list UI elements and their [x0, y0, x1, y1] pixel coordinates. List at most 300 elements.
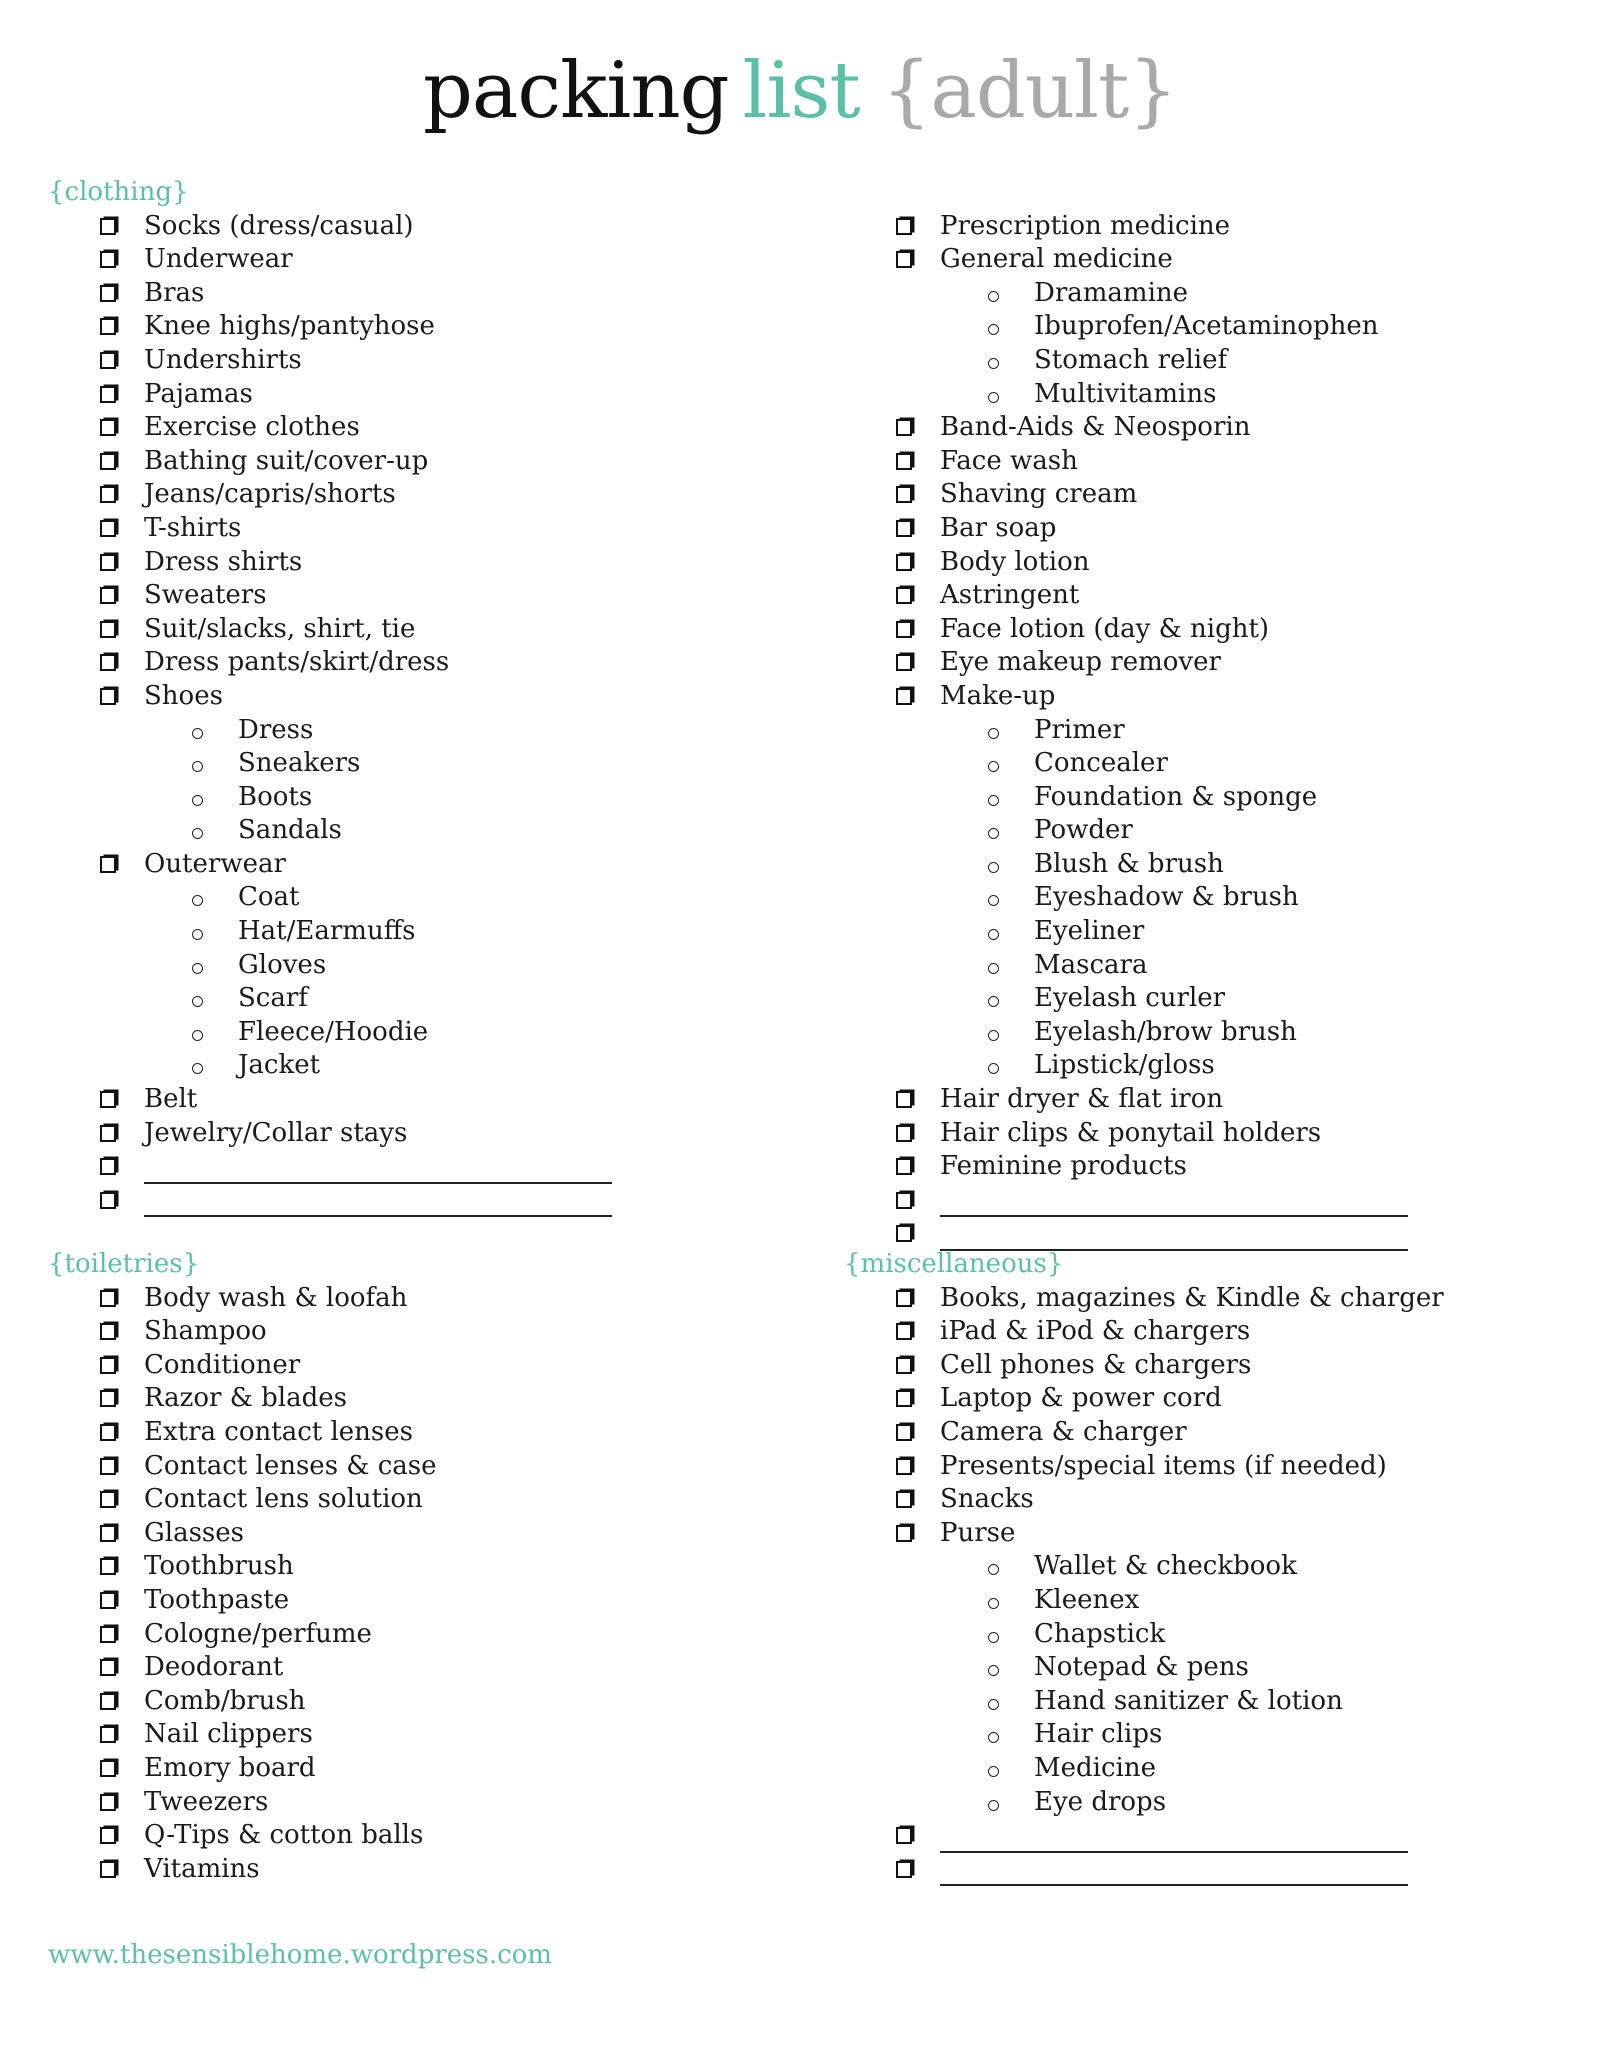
item-label: Medicine: [1034, 1752, 1156, 1783]
checkbox-icon[interactable]: [896, 1861, 912, 1878]
checklist-item[interactable]: [48, 478, 808, 512]
checklist-item[interactable]: [844, 1083, 1600, 1117]
checklist-item[interactable]: [844, 478, 1600, 512]
checkbox-icon[interactable]: [100, 318, 116, 335]
checklist-item[interactable]: [844, 1282, 1600, 1316]
item-label: Toothpaste: [144, 1584, 290, 1615]
checkbox-icon[interactable]: [100, 1424, 116, 1441]
checkbox-icon[interactable]: [896, 1290, 912, 1307]
item-label: Belt: [144, 1084, 198, 1115]
item-label: Outerwear: [144, 848, 286, 879]
item-label: Emory board: [144, 1752, 316, 1783]
bullet-circle-icon: [988, 1564, 999, 1575]
item-label: Ibuprofen/Acetaminophen: [1034, 311, 1379, 342]
sub-list-item: [844, 1752, 1600, 1786]
item-label: Face wash: [940, 445, 1078, 476]
bullet-circle-icon: [988, 1665, 999, 1676]
item-label: Dress pants/skirt/dress: [144, 647, 450, 678]
item-label: Feminine products: [940, 1151, 1187, 1182]
checkbox-icon[interactable]: [100, 1525, 116, 1542]
item-label: Bar soap: [940, 512, 1057, 543]
bullet-circle-icon: [988, 1699, 999, 1710]
checkbox-icon[interactable]: [100, 1458, 116, 1475]
checklist-item[interactable]: [48, 1282, 808, 1316]
bullet-circle-icon: [988, 963, 999, 974]
section-heading: {miscellaneous}: [844, 1249, 1064, 1279]
item-label: Primer: [1034, 714, 1125, 745]
bullet-circle-icon: [192, 1063, 203, 1074]
sub-list-item: [844, 848, 1600, 882]
item-label: Sandals: [238, 815, 342, 846]
checkbox-icon[interactable]: [100, 1760, 116, 1777]
checklist-item[interactable]: [844, 512, 1600, 546]
checkbox-icon[interactable]: [896, 1491, 912, 1508]
item-label: Body wash & loofah: [144, 1282, 408, 1313]
checklist-item[interactable]: [844, 1349, 1600, 1383]
checklist-item[interactable]: [844, 1416, 1600, 1450]
checkbox-icon[interactable]: [100, 1390, 116, 1407]
bullet-circle-icon: [988, 324, 999, 335]
item-label: Comb/brush: [144, 1685, 306, 1716]
bullet-circle-icon: [988, 828, 999, 839]
checklist-item[interactable]: [48, 546, 808, 580]
checklist-item[interactable]: [48, 1315, 808, 1349]
checkbox-icon[interactable]: [896, 688, 912, 705]
item-label: Stomach relief: [1034, 344, 1228, 375]
checklist-item[interactable]: [48, 1349, 808, 1383]
item-label: Cologne/perfume: [144, 1618, 372, 1649]
checklist-item[interactable]: [844, 411, 1600, 445]
bullet-circle-icon: [988, 1766, 999, 1777]
item-label: Foundation & sponge: [1034, 781, 1318, 812]
checkbox-icon[interactable]: [896, 1323, 912, 1340]
checklist-item[interactable]: [48, 646, 808, 680]
item-label: Camera & charger: [940, 1416, 1187, 1447]
item-label: Eyeliner: [1034, 916, 1145, 947]
checkbox-icon[interactable]: [100, 251, 116, 268]
item-label: Face lotion (day & night): [940, 613, 1270, 644]
checklist-item[interactable]: [48, 445, 808, 479]
title-word-list: list: [742, 46, 860, 136]
bullet-circle-icon: [988, 1063, 999, 1074]
item-label: Nail clippers: [144, 1719, 313, 1750]
checkbox-icon[interactable]: [896, 1525, 912, 1542]
sub-list-item: [844, 310, 1600, 344]
checkbox-icon[interactable]: [100, 1726, 116, 1743]
item-label: Laptop & power cord: [940, 1383, 1222, 1414]
miscellaneous-section: [844, 1248, 1600, 1886]
item-label: Undershirts: [144, 344, 302, 375]
sub-list-item: [844, 714, 1600, 748]
item-label: Snacks: [940, 1484, 1034, 1515]
item-label: T-shirts: [144, 512, 242, 543]
item-label: Concealer: [1034, 748, 1168, 779]
item-label: Socks (dress/casual): [144, 210, 414, 241]
checklist-item[interactable]: [48, 411, 808, 445]
bullet-circle-icon: [988, 895, 999, 906]
checkbox-icon[interactable]: [100, 453, 116, 470]
sub-list-item: [844, 747, 1600, 781]
checklist-item[interactable]: [48, 1117, 808, 1151]
item-label: Astringent: [940, 580, 1080, 611]
item-label: Toothbrush: [144, 1551, 294, 1582]
checkbox-icon[interactable]: [100, 285, 116, 302]
checklist-item[interactable]: [844, 445, 1600, 479]
bullet-circle-icon: [192, 929, 203, 940]
bullet-circle-icon: [988, 795, 999, 806]
item-label: General medicine: [940, 244, 1173, 275]
title-word-adult: {adult}: [881, 46, 1177, 136]
checkbox-icon[interactable]: [100, 1861, 116, 1878]
sub-list-item: [844, 1584, 1600, 1618]
checkbox-icon[interactable]: [896, 554, 912, 571]
item-label: Jewelry/Collar stays: [144, 1117, 408, 1148]
checklist-item[interactable]: [844, 613, 1600, 647]
clothing-section: [48, 176, 808, 1217]
blank-line[interactable]: [144, 1191, 612, 1217]
checklist-item[interactable]: [48, 1651, 808, 1685]
sub-list-item: [844, 781, 1600, 815]
checklist-item[interactable]: [48, 277, 808, 311]
checklist-item[interactable]: [48, 1150, 808, 1184]
checkbox-icon[interactable]: [100, 1192, 116, 1209]
checklist-item[interactable]: [844, 1450, 1600, 1484]
checklist-item[interactable]: [48, 613, 808, 647]
checkbox-icon[interactable]: [100, 1323, 116, 1340]
checkbox-icon[interactable]: [100, 554, 116, 571]
bullet-circle-icon: [192, 795, 203, 806]
toiletries-continued-section: [844, 176, 1600, 1251]
checkbox-icon[interactable]: [100, 1158, 116, 1175]
checklist-item[interactable]: [844, 579, 1600, 613]
checklist-item[interactable]: [48, 1083, 808, 1117]
checklist-item[interactable]: [48, 1752, 808, 1786]
sub-list-item: [844, 915, 1600, 949]
checklist-item[interactable]: [48, 1618, 808, 1652]
bullet-circle-icon: [192, 728, 203, 739]
item-label: Mascara: [1034, 949, 1148, 980]
checklist-item[interactable]: [844, 1117, 1600, 1151]
checklist-item[interactable]: [844, 1819, 1600, 1853]
item-label: Contact lens solution: [144, 1484, 423, 1515]
bullet-circle-icon: [988, 728, 999, 739]
sub-list-item: [48, 781, 808, 815]
item-label: Bathing suit/cover-up: [144, 445, 429, 476]
sub-list-item: [844, 1618, 1600, 1652]
item-label: Multivitamins: [1034, 378, 1217, 409]
sub-list-item: [48, 982, 808, 1016]
checklist-item[interactable]: [844, 243, 1600, 277]
blank-line[interactable]: [940, 1827, 1408, 1853]
item-label: Hair dryer & flat iron: [940, 1084, 1224, 1115]
blank-line[interactable]: [940, 1191, 1408, 1217]
sub-list-item: [844, 344, 1600, 378]
item-label: Underwear: [144, 244, 293, 275]
item-label: Eyelash/brow brush: [1034, 1016, 1297, 1047]
checkbox-icon[interactable]: [896, 1458, 912, 1475]
blank-line[interactable]: [940, 1860, 1408, 1886]
bullet-circle-icon: [988, 358, 999, 369]
item-label: Hair clips: [1034, 1719, 1163, 1750]
item-label: Q-Tips & cotton balls: [144, 1820, 424, 1851]
bullet-circle-icon: [988, 1800, 999, 1811]
bullet-circle-icon: [192, 761, 203, 772]
item-label: Cell phones & chargers: [940, 1349, 1252, 1380]
checklist-item[interactable]: [48, 1382, 808, 1416]
checklist-item[interactable]: [48, 1853, 808, 1887]
checklist-item[interactable]: [48, 344, 808, 378]
checkbox-icon[interactable]: [100, 1626, 116, 1643]
checklist-item[interactable]: [48, 310, 808, 344]
item-label: Gloves: [238, 949, 327, 980]
sub-list-item: [844, 1016, 1600, 1050]
item-label: Hand sanitizer & lotion: [1034, 1685, 1343, 1716]
checkbox-icon[interactable]: [896, 1390, 912, 1407]
toiletries-section: [48, 1248, 808, 1886]
sub-list-item: [48, 714, 808, 748]
item-label: Eyeshadow & brush: [1034, 882, 1299, 913]
sub-list-item: [48, 949, 808, 983]
item-label: Purse: [940, 1517, 1016, 1548]
checklist-item[interactable]: [48, 1819, 808, 1853]
item-label: Conditioner: [144, 1349, 301, 1380]
checkbox-icon[interactable]: [896, 1225, 912, 1242]
checkbox-icon[interactable]: [100, 654, 116, 671]
checklist-item[interactable]: [48, 1416, 808, 1450]
checkbox-icon[interactable]: [100, 1827, 116, 1844]
checkbox-icon[interactable]: [100, 352, 116, 369]
item-label: Body lotion: [940, 546, 1090, 577]
checkbox-icon[interactable]: [896, 1827, 912, 1844]
bullet-circle-icon: [988, 862, 999, 873]
checklist-item[interactable]: [48, 210, 808, 244]
item-label: Kleenex: [1034, 1584, 1140, 1615]
item-label: Wallet & checkbook: [1034, 1551, 1297, 1582]
checkbox-icon[interactable]: [896, 1158, 912, 1175]
checkbox-icon[interactable]: [896, 419, 912, 436]
sub-list-item: [48, 881, 808, 915]
checklist-item[interactable]: [48, 1450, 808, 1484]
checkbox-icon[interactable]: [100, 587, 116, 604]
checklist-item[interactable]: [48, 1483, 808, 1517]
bullet-circle-icon: [988, 996, 999, 1007]
checkbox-icon[interactable]: [100, 1290, 116, 1307]
item-label: Sweaters: [144, 580, 267, 611]
section-heading: {clothing}: [48, 177, 189, 207]
checklist-item[interactable]: [48, 1550, 808, 1584]
item-label: Dramamine: [1034, 277, 1189, 308]
bullet-circle-icon: [988, 761, 999, 772]
bullet-circle-icon: [192, 963, 203, 974]
checkbox-icon[interactable]: [896, 218, 912, 235]
checklist-item[interactable]: [844, 1517, 1600, 1551]
sub-list-item: [48, 1049, 808, 1083]
bullet-circle-icon: [988, 1732, 999, 1743]
checkbox-icon[interactable]: [896, 486, 912, 503]
sub-list-item: [844, 982, 1600, 1016]
checklist-item[interactable]: [48, 243, 808, 277]
bullet-circle-icon: [192, 895, 203, 906]
sub-list-item: [844, 1786, 1600, 1820]
checklist-item[interactable]: [844, 1184, 1600, 1218]
item-label: Fleece/Hoodie: [238, 1016, 429, 1047]
sub-list-item: [844, 1550, 1600, 1584]
checkbox-icon[interactable]: [896, 654, 912, 671]
checkbox-icon[interactable]: [896, 1091, 912, 1108]
item-label: Lipstick/gloss: [1034, 1050, 1215, 1081]
bullet-circle-icon: [192, 1030, 203, 1041]
bullet-circle-icon: [988, 1030, 999, 1041]
page-title: [0, 46, 1600, 136]
checklist-item[interactable]: [844, 680, 1600, 714]
section-heading: [844, 176, 1600, 210]
title-word-packing: packing: [423, 46, 729, 136]
sub-list-item: [844, 1651, 1600, 1685]
checkbox-icon[interactable]: [100, 1491, 116, 1508]
footer-url[interactable]: www.thesensiblehome.wordpress.com: [48, 1940, 552, 1970]
checklist-item[interactable]: [844, 546, 1600, 580]
item-label: Knee highs/pantyhose: [144, 311, 435, 342]
sub-list-item: [48, 814, 808, 848]
item-label: Prescription medicine: [940, 210, 1231, 241]
item-label: Contact lenses & case: [144, 1450, 437, 1481]
checkbox-icon[interactable]: [100, 1693, 116, 1710]
checklist-item[interactable]: [48, 1584, 808, 1618]
bullet-circle-icon: [988, 291, 999, 302]
checkbox-icon[interactable]: [100, 386, 116, 403]
item-label: Boots: [238, 781, 313, 812]
checkbox-icon[interactable]: [100, 218, 116, 235]
checkbox-icon[interactable]: [896, 587, 912, 604]
checkbox-icon[interactable]: [100, 419, 116, 436]
checkbox-icon[interactable]: [896, 1192, 912, 1209]
item-label: Vitamins: [144, 1853, 260, 1884]
item-label: Sneakers: [238, 748, 361, 779]
item-label: Band-Aids & Neosporin: [940, 412, 1251, 443]
item-label: Eye drops: [1034, 1786, 1167, 1817]
checklist-item[interactable]: [48, 1685, 808, 1719]
item-label: iPad & iPod & chargers: [940, 1316, 1251, 1347]
checklist-item[interactable]: [48, 378, 808, 412]
checkbox-icon[interactable]: [896, 1357, 912, 1374]
checkbox-icon[interactable]: [100, 621, 116, 638]
bullet-circle-icon: [192, 828, 203, 839]
checkbox-icon[interactable]: [100, 486, 116, 503]
checklist-item[interactable]: [844, 1382, 1600, 1416]
checklist-item[interactable]: [48, 1718, 808, 1752]
item-label: Deodorant: [144, 1652, 284, 1683]
item-label: Hair clips & ponytail holders: [940, 1117, 1322, 1148]
checklist-item[interactable]: [844, 1315, 1600, 1349]
bullet-circle-icon: [988, 392, 999, 403]
section-heading: {toiletries}: [48, 1249, 200, 1279]
sub-list-item: [844, 1049, 1600, 1083]
item-label: Jeans/capris/shorts: [144, 479, 396, 510]
checkbox-icon[interactable]: [100, 1091, 116, 1108]
checklist-item[interactable]: [844, 1150, 1600, 1184]
item-label: Shampoo: [144, 1316, 267, 1347]
checkbox-icon[interactable]: [100, 1659, 116, 1676]
item-label: Extra contact lenses: [144, 1416, 413, 1447]
item-label: Glasses: [144, 1517, 245, 1548]
checklist-item[interactable]: [844, 1853, 1600, 1887]
checkbox-icon[interactable]: [896, 251, 912, 268]
checkbox-icon[interactable]: [100, 856, 116, 873]
checklist-item[interactable]: [48, 579, 808, 613]
checklist-item[interactable]: [844, 646, 1600, 680]
checkbox-icon[interactable]: [100, 1125, 116, 1142]
checkbox-icon[interactable]: [896, 453, 912, 470]
checklist-item[interactable]: [48, 1786, 808, 1820]
checklist-item[interactable]: [48, 512, 808, 546]
item-label: Razor & blades: [144, 1383, 347, 1414]
sub-list-item: [844, 277, 1600, 311]
checkbox-icon[interactable]: [896, 1424, 912, 1441]
checkbox-icon[interactable]: [100, 1794, 116, 1811]
sub-list-item: [844, 949, 1600, 983]
checkbox-icon[interactable]: [100, 1592, 116, 1609]
item-label: Shaving cream: [940, 479, 1138, 510]
bullet-circle-icon: [988, 1598, 999, 1609]
checkbox-icon[interactable]: [100, 688, 116, 705]
checklist-item[interactable]: [48, 680, 808, 714]
sub-list-item: [844, 378, 1600, 412]
checklist-item[interactable]: [844, 1483, 1600, 1517]
bullet-circle-icon: [192, 996, 203, 1007]
checkbox-icon[interactable]: [896, 621, 912, 638]
item-label: Eyelash curler: [1034, 983, 1226, 1014]
checkbox-icon[interactable]: [100, 1558, 116, 1575]
item-label: Tweezers: [144, 1786, 269, 1817]
checkbox-icon[interactable]: [896, 520, 912, 537]
sub-list-item: [48, 747, 808, 781]
item-label: Suit/slacks, shirt, tie: [144, 613, 416, 644]
item-label: Eye makeup remover: [940, 647, 1221, 678]
item-label: Exercise clothes: [144, 412, 360, 443]
item-label: Make-up: [940, 680, 1056, 711]
checklist-item[interactable]: [48, 1184, 808, 1218]
item-label: Chapstick: [1034, 1618, 1166, 1649]
bullet-circle-icon: [988, 929, 999, 940]
blank-line[interactable]: [144, 1158, 612, 1184]
item-label: Scarf: [238, 983, 308, 1014]
checkbox-icon[interactable]: [896, 1125, 912, 1142]
item-label: Hat/Earmuffs: [238, 916, 416, 947]
checkbox-icon[interactable]: [100, 1357, 116, 1374]
item-label: Presents/special items (if needed): [940, 1450, 1387, 1481]
checklist-item[interactable]: [844, 1217, 1600, 1251]
item-label: Dress shirts: [144, 546, 303, 577]
checkbox-icon[interactable]: [100, 520, 116, 537]
item-label: Coat: [238, 882, 300, 913]
sub-list-item: [844, 814, 1600, 848]
sub-list-item: [844, 1718, 1600, 1752]
item-label: Bras: [144, 277, 205, 308]
checklist-item[interactable]: [48, 848, 808, 882]
sub-list-item: [48, 1016, 808, 1050]
sub-list-item: [844, 881, 1600, 915]
sub-list-item: [48, 915, 808, 949]
item-label: Powder: [1034, 815, 1133, 846]
checklist-item[interactable]: [48, 1517, 808, 1551]
item-label: Dress: [238, 714, 314, 745]
item-label: Blush & brush: [1034, 848, 1224, 879]
bullet-circle-icon: [988, 1632, 999, 1643]
sub-list-item: [844, 1685, 1600, 1719]
item-label: Jacket: [238, 1050, 321, 1081]
item-label: Shoes: [144, 680, 223, 711]
checklist-item[interactable]: [844, 210, 1600, 244]
